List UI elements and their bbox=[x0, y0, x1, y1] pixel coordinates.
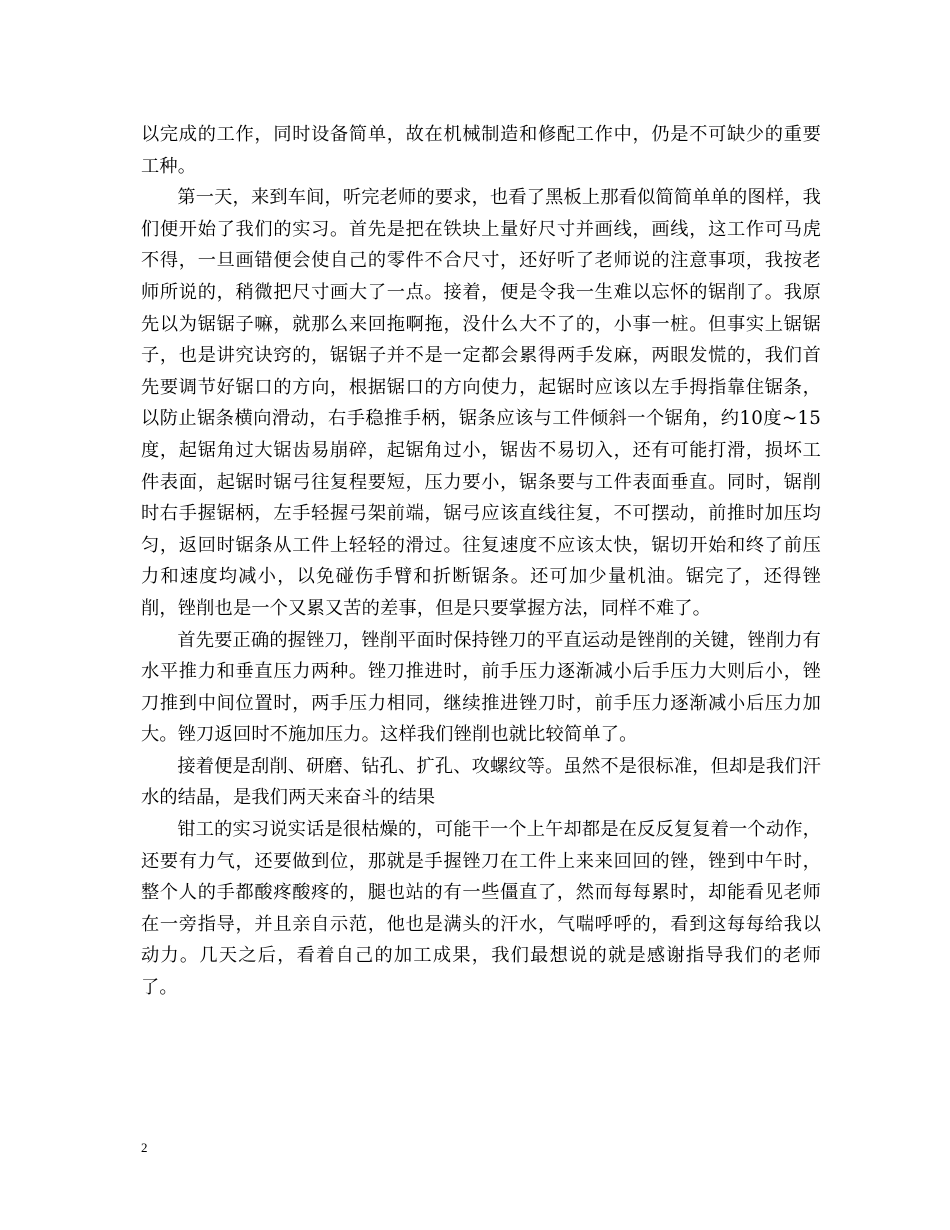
paragraph-5: 钳工的实习说实话是很枯燥的，可能干一个上午却都是在反反复复着一个动作，还要有力气，还要做到位，那就是手握锉刀在工件上来来回回的锉，锉到中午时，整个人的手都酸疼酸疼的，腿也站的有一些僵直了，然而每每累时，却能看见老师在一旁指导，并且亲自示范，他也是满头的汗水，气喘呼呼的，看到这每每给我以动力。几天之后，看着自己的加工成果，我们最想说的就是感谢指导我们的老师了。 bbox=[141, 819, 821, 999]
paragraph-3: 首先要正确的握锉刀，锉削平面时保持锉刀的平直运动是锉削的关键，锉削力有水平推力和垂直压力两种。锉刀推进时，前手压力逐渐减小后手压力大则后小，锉刀推到中间位置时，两手压力相同，继续推进锉刀时，前手压力逐渐减小后压力加大。锉刀返回时不施加压力。这样我们锉削也就比较简单了。 bbox=[141, 629, 821, 746]
document-body bbox=[141, 119, 821, 1004]
page-number: 2 bbox=[141, 1140, 148, 1155]
paragraph-2: 第一天，来到车间，听完老师的要求，也看了黑板上那看似简简单单的图样，我们便开始了我们的实习。首先是把在铁块上量好尺寸并画线，画线，这工作可马虎不得，一旦画错便会使自己的零件不合尺寸，还好听了老师说的注意事项，我按老师所说的，稍微把尺寸画大了一点。接着，便是令我一生难以忘怀的锯削了。我原先以为锯锯子嘛，就那么来回拖啊拖，没什么大不了的，小事一桩。但事实上锯锯子，也是讲究诀窍的，锯锯子并不是一定都会累得两手发麻，两眼发慌的，我们首先要调节好锯口的方向，根据锯口的方向使力，起锯时应该以左手拇指靠住锯条，以防止锯条横向滑动，右手稳推手柄，锯条应该与工件倾斜一个锯角，约10度~15度，起锯角过大锯齿易崩碎，起锯角过小，锯齿不易切入，还有可能打滑，损坏工件表面，起锯时锯弓往复程要短，压力要小，锯条要与工件表面垂直。同时，锯削时右手握锯柄，左手轻握弓架前端，锯弓应该直线往复，不可摆动，前推时加压均匀，返回时锯条从工件上轻轻的滑过。往复速度不应该太快，锯切开始和终了前压力和速度均减小，以免碰伤手臂和折断锯条。还可加少量机油。锯完了，还得锉削，锉削也是一个又累又苦的差事，但是只要掌握方法，同样不难了。 bbox=[141, 187, 821, 619]
paragraph-1: 以完成的工作，同时设备简单，故在机械制造和修配工作中，仍是不可缺少的重要工种。 bbox=[141, 124, 821, 177]
paragraph-4: 接着便是刮削、研磨、钻孔、扩孔、攻螺纹等。虽然不是很标准，但却是我们汗水的结晶，是我们两天来奋斗的结果 bbox=[141, 755, 821, 809]
